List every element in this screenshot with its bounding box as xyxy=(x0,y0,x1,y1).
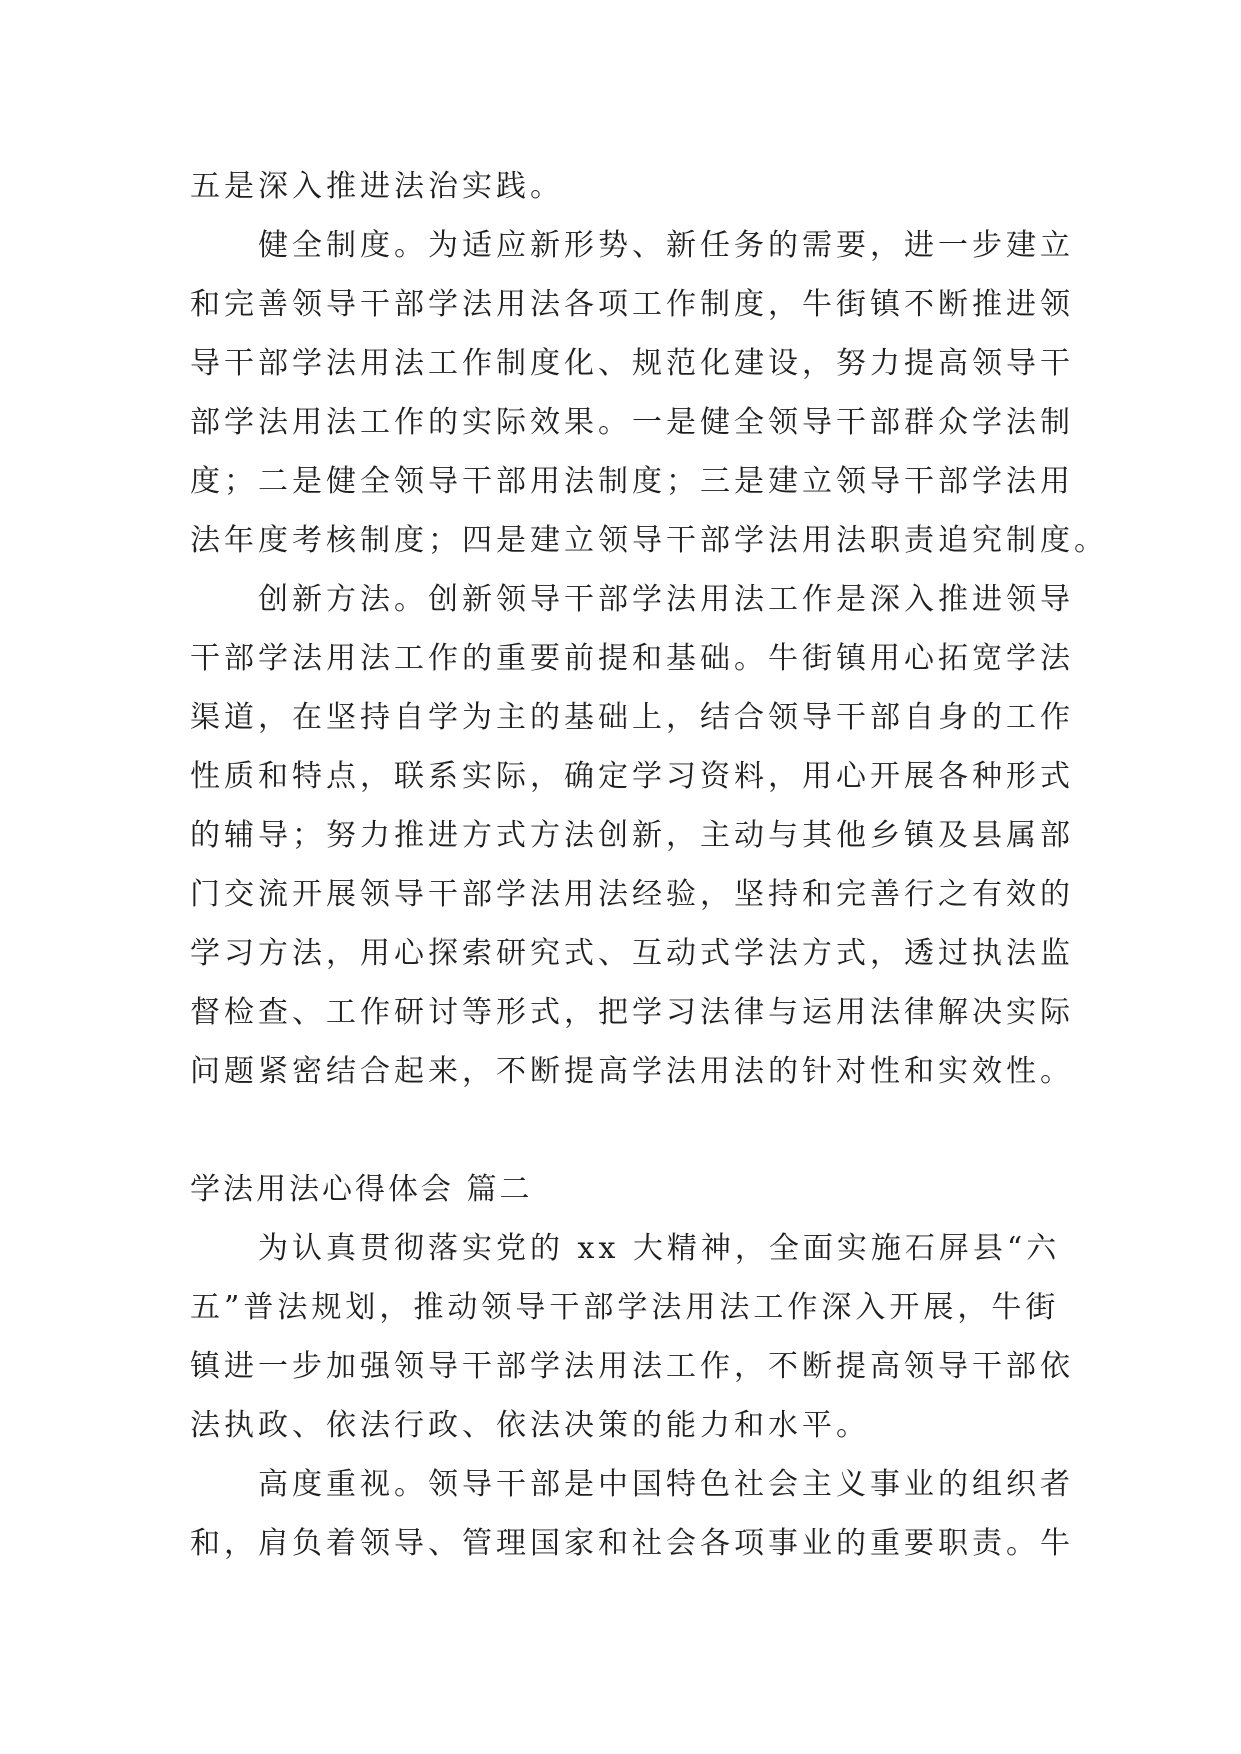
paragraph-line: 和完善领导干部学法用法各项工作制度，牛街镇不断推进领 xyxy=(190,287,1074,322)
paragraph-line: 法执政、依法行政、依法决策的能力和水平。 xyxy=(190,1408,870,1443)
paragraph-line: 五是深入推进法治实践。 xyxy=(190,169,564,204)
paragraph-line: 健全制度。为适应新形势、新任务的需要，进一步建立 xyxy=(258,228,1074,263)
document-body xyxy=(190,157,1108,1573)
paragraph-line: 问题紧密结合起来，不断提高学法用法的针对性和实效性。 xyxy=(190,1054,1074,1089)
paragraph-line: 门交流开展领导干部学法用法经验，坚持和完善行之有效的 xyxy=(190,877,1074,912)
paragraph-line: 干部学法用法工作的重要前提和基础。牛街镇用心拓宽学法 xyxy=(190,641,1074,676)
paragraph-line: 法年度考核制度；四是建立领导干部学法用法职责追究制度。 xyxy=(190,523,1108,558)
paragraph-line: 部学法用法工作的实际效果。一是健全领导干部群众学法制 xyxy=(190,405,1074,440)
paragraph-line: 性质和特点，联系实际，确定学习资料，用心开展各种形式 xyxy=(190,759,1074,794)
paragraph-line: 度；二是健全领导干部用法制度；三是建立领导干部学法用 xyxy=(190,464,1074,499)
paragraph-line: 创新方法。创新领导干部学法用法工作是深入推进领导 xyxy=(258,582,1074,617)
section-heading: 学法用法心得体会 篇二 xyxy=(190,1172,533,1207)
paragraph-line: 为认真贯彻落实党的 xx 大精神，全面实施石屏县“六 xyxy=(258,1231,1061,1266)
paragraph-line: 的辅导；努力推进方式方法创新，主动与其他乡镇及县属部 xyxy=(190,818,1074,853)
paragraph-line: 渠道，在坚持自学为主的基础上，结合领导干部自身的工作 xyxy=(190,700,1074,735)
paragraph-line: 五”普法规划，推动领导干部学法用法工作深入开展，牛街 xyxy=(190,1290,1060,1325)
paragraph-line: 督检查、工作研讨等形式，把学习法律与运用法律解决实际 xyxy=(190,995,1074,1030)
paragraph-line: 镇进一步加强领导干部学法用法工作，不断提高领导干部依 xyxy=(190,1349,1074,1384)
paragraph-line: 高度重视。领导干部是中国特色社会主义事业的组织者 xyxy=(258,1467,1074,1502)
paragraph-line: 学习方法，用心探索研究式、互动式学法方式，透过执法监 xyxy=(190,936,1074,971)
paragraph-line: 和，肩负着领导、管理国家和社会各项事业的重要职责。牛 xyxy=(190,1526,1074,1561)
section-gap xyxy=(190,1101,1060,1160)
paragraph-line: 导干部学法用法工作制度化、规范化建设，努力提高领导干 xyxy=(190,346,1074,381)
